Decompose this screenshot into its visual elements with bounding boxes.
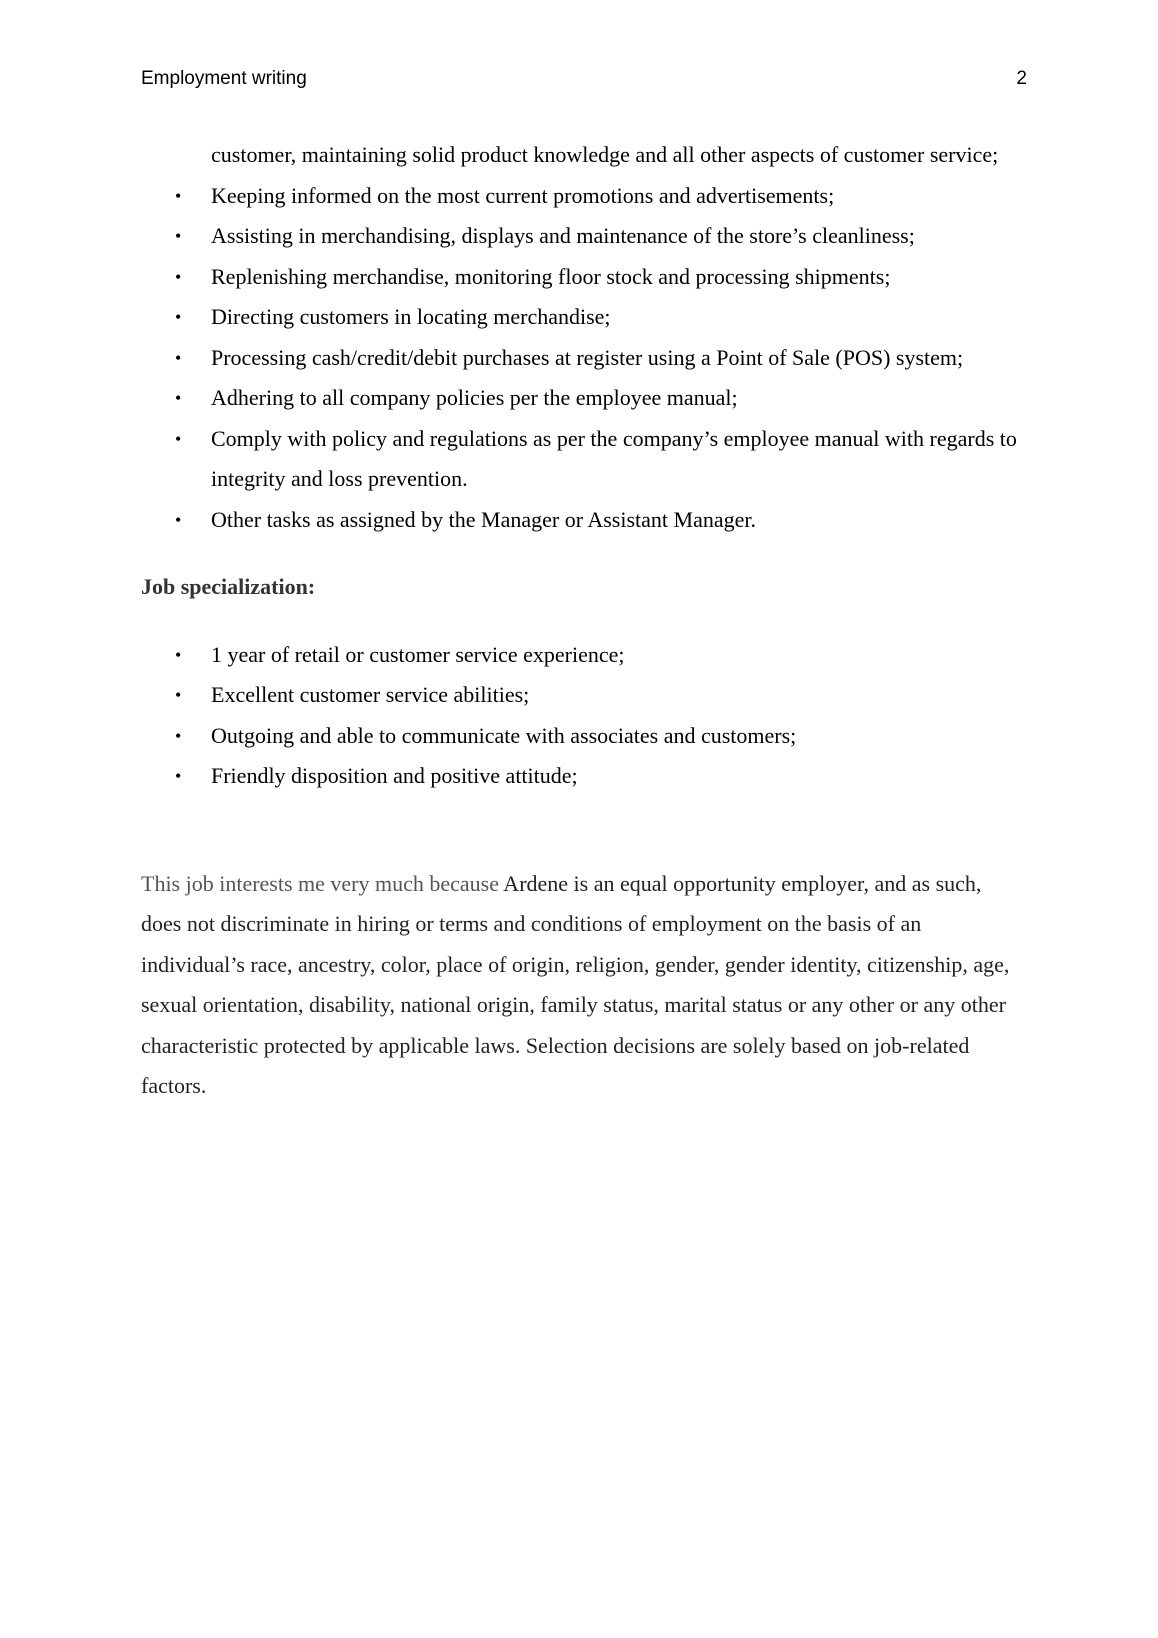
list-item-text: Assisting in merchandising, displays and maintenance of the store’s cleanliness; — [211, 223, 915, 248]
bullet-icon: • — [175, 509, 182, 530]
duties-list — [141, 176, 1027, 541]
bullet-icon: • — [175, 226, 182, 246]
list-item-text: Keeping informed on the most current promotions and advertisements; — [211, 182, 835, 208]
duties-list-item — [141, 338, 1027, 379]
list-item-text: Friendly disposition and positive attitude; — [211, 763, 578, 788]
bullet-icon: • — [175, 307, 182, 327]
duties-list-item — [141, 297, 1027, 338]
duties-continuation-text: customer, maintaining solid product knowledge and all other aspects of customer service; — [211, 142, 999, 167]
duties-list-item — [141, 419, 1027, 500]
specialization-list-item — [141, 756, 1027, 797]
specialization-list-item — [141, 716, 1027, 757]
document-body — [141, 135, 1027, 1107]
bullet-icon: • — [175, 388, 182, 408]
bullet-icon: • — [175, 185, 182, 206]
page-number: 2 — [1016, 68, 1027, 89]
list-item-text: Processing cash/credit/debit purchases at register using a Point of Sale (POS) system; — [211, 344, 964, 370]
bullet-icon: • — [175, 428, 182, 449]
list-item-text: Replenishing merchandise, monitoring floor stock and processing shipments; — [211, 263, 891, 289]
list-item-text: Directing customers in locating merchandise; — [211, 304, 611, 329]
list-item-text: Outgoing and able to communicate with associates and customers; — [211, 722, 797, 748]
closing-paragraph-lead: This job interests me very much because — [141, 870, 500, 896]
running-head: Employment writing — [141, 68, 307, 89]
duties-list-item — [141, 176, 1027, 217]
duties-list-item — [141, 216, 1027, 257]
list-item-text: Excellent customer service abilities; — [211, 682, 530, 707]
bullet-icon: • — [175, 725, 182, 746]
bullet-icon: • — [175, 766, 182, 786]
list-item-text: Comply with policy and regulations as per the company’s employee manual with regards to integrity and loss prevention. — [211, 425, 1017, 491]
list-item-text: 1 year of retail or customer service experience; — [211, 641, 625, 667]
specialization-list-item — [141, 675, 1027, 716]
closing-paragraph-body: Ardene is an equal opportunity employer, and as such, does not discriminate in hiring or terms and conditions of employment on the basis of an individual’s race, ancestry, color, place of origin, religion, gender, gender identity, citizenship, age, sexual orientation, disability, national origin, family status, marital status or any other or any other characteristic protected by applicable laws. Selection decisions are solely based on job-related factors. — [141, 870, 1010, 1098]
specialization-list — [141, 635, 1027, 797]
bullet-icon: • — [175, 644, 182, 665]
bullet-icon: • — [175, 347, 182, 368]
duties-list-item — [141, 500, 1027, 541]
job-specialization-heading: Job specialization: — [141, 574, 316, 599]
page-header — [141, 68, 1027, 98]
bullet-icon: • — [175, 266, 182, 287]
duties-list-item — [141, 378, 1027, 419]
list-item-text: Other tasks as assigned by the Manager or Assistant Manager. — [211, 506, 756, 532]
bullet-icon: • — [175, 685, 182, 705]
closing-paragraph — [141, 864, 1027, 1107]
list-item-text: Adhering to all company policies per the employee manual; — [211, 385, 738, 410]
duties-list-item — [141, 257, 1027, 298]
specialization-list-item — [141, 635, 1027, 676]
